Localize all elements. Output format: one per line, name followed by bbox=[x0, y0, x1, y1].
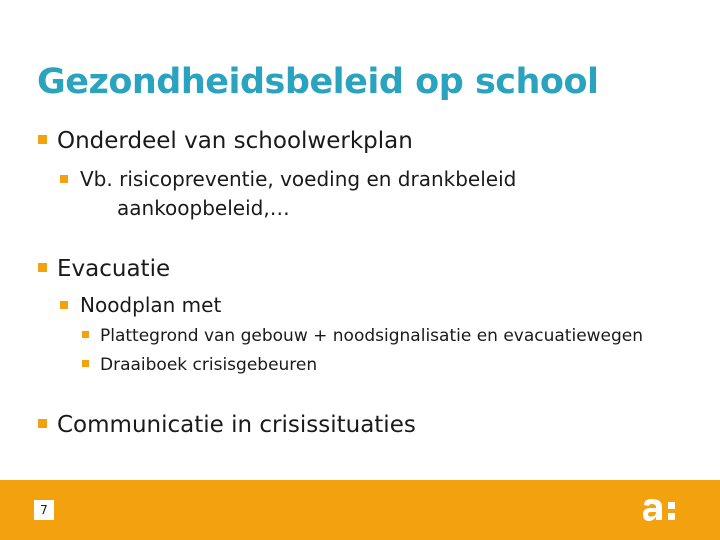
square-bullet-icon bbox=[82, 360, 89, 367]
bullet-text: Draaiboek crisisgebeuren bbox=[100, 355, 318, 375]
a-colon-logo-icon bbox=[642, 497, 682, 523]
bullet-item bbox=[82, 355, 317, 375]
bullet-text: Onderdeel van schoolwerkplan bbox=[57, 128, 413, 154]
bullet-item bbox=[60, 167, 516, 191]
square-bullet-icon bbox=[38, 263, 47, 272]
bullet-text: Plattegrond van gebouw + noodsignalisatie en evacuatiewegen bbox=[100, 326, 644, 346]
bullet-item bbox=[38, 128, 413, 154]
square-bullet-icon bbox=[82, 331, 89, 338]
bullet-item bbox=[82, 326, 643, 346]
bullet-text: Vb. risicopreventie, voeding en drankbeleid bbox=[80, 167, 517, 191]
footer-bar bbox=[0, 480, 720, 540]
square-bullet-icon bbox=[60, 175, 68, 183]
slide-title: Gezondheidsbeleid op school bbox=[37, 62, 599, 102]
bullet-item bbox=[38, 412, 416, 438]
bullet-continuation: aankoopbeleid,… bbox=[117, 196, 290, 220]
bullet-text: Evacuatie bbox=[57, 256, 171, 282]
bullet-item bbox=[60, 293, 221, 317]
square-bullet-icon bbox=[38, 135, 47, 144]
page-number: 7 bbox=[34, 500, 54, 520]
square-bullet-icon bbox=[60, 301, 68, 309]
bullet-item bbox=[38, 256, 170, 282]
bullet-text: Communicatie in crisissituaties bbox=[57, 412, 416, 438]
square-bullet-icon bbox=[38, 419, 47, 428]
bullet-text: Noodplan met bbox=[80, 293, 222, 317]
